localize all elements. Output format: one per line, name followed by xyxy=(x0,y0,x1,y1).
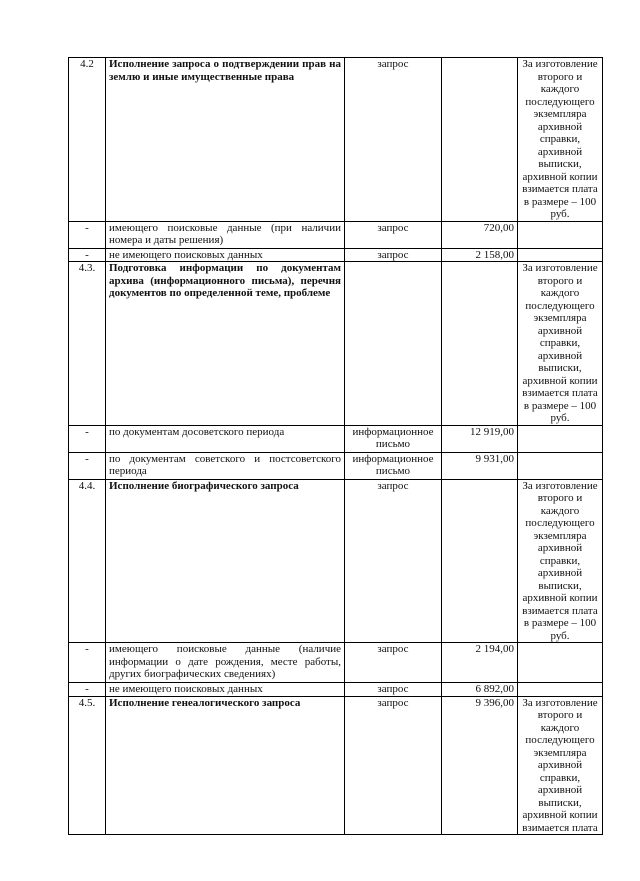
table-row xyxy=(69,221,603,248)
item-note: За изготовление второго и каждого последующего экземпляра архивной справки, архивной выписки, архивной копии взимается плата xyxy=(518,696,603,835)
item-number: - xyxy=(69,221,106,248)
item-number: - xyxy=(69,248,106,262)
item-price xyxy=(442,479,518,643)
table-row xyxy=(69,425,603,452)
table-row xyxy=(69,262,603,426)
item-unit: информационное письмо xyxy=(345,452,442,479)
item-description: не имеющего поисковых данных xyxy=(106,683,345,697)
item-number: - xyxy=(69,643,106,683)
item-number: 4.3. xyxy=(69,262,106,426)
table-row xyxy=(69,683,603,697)
item-unit: запрос xyxy=(345,221,442,248)
item-price: 9 931,00 xyxy=(442,452,518,479)
item-price: 12 919,00 xyxy=(442,425,518,452)
item-number: - xyxy=(69,425,106,452)
item-price xyxy=(442,58,518,222)
table-row xyxy=(69,58,603,222)
table-row xyxy=(69,248,603,262)
item-description: Подготовка информации по документам архива (информационного письма), перечня документов по определенной теме, проблеме xyxy=(106,262,345,426)
item-number: 4.5. xyxy=(69,696,106,835)
item-note xyxy=(518,248,603,262)
item-description: по документам досоветского периода xyxy=(106,425,345,452)
item-unit: информационное письмо xyxy=(345,425,442,452)
item-note xyxy=(518,425,603,452)
item-description: Исполнение запроса о подтверждении прав на землю и иные имущественные права xyxy=(106,58,345,222)
item-note xyxy=(518,452,603,479)
item-price: 2 158,00 xyxy=(442,248,518,262)
item-description: Исполнение биографического запроса xyxy=(106,479,345,643)
item-unit: запрос xyxy=(345,248,442,262)
item-unit: запрос xyxy=(345,696,442,835)
table-row xyxy=(69,479,603,643)
item-note: За изготовление второго и каждого последующего экземпляра архивной справки, архивной выписки, архивной копии взимается плата в размере – 100 руб. xyxy=(518,479,603,643)
table-row xyxy=(69,452,603,479)
item-description: Исполнение генеалогического запроса xyxy=(106,696,345,835)
item-note: За изготовление второго и каждого последующего экземпляра архивной справки, архивной выписки, архивной копии взимается плата в размере – 100 руб. xyxy=(518,262,603,426)
price-table xyxy=(68,57,603,835)
table-row xyxy=(69,696,603,835)
item-price: 720,00 xyxy=(442,221,518,248)
item-description: не имеющего поисковых данных xyxy=(106,248,345,262)
item-unit: запрос xyxy=(345,58,442,222)
item-price: 2 194,00 xyxy=(442,643,518,683)
item-description: имеющего поисковые данные (при наличии номера и даты решения) xyxy=(106,221,345,248)
item-unit: запрос xyxy=(345,683,442,697)
item-price xyxy=(442,262,518,426)
item-description: имеющего поисковые данные (наличие информации о дате рождения, месте работы, других биографических сведениях) xyxy=(106,643,345,683)
item-price: 9 396,00 xyxy=(442,696,518,835)
item-number: 4.2 xyxy=(69,58,106,222)
item-unit: запрос xyxy=(345,479,442,643)
item-unit: запрос xyxy=(345,643,442,683)
item-number: - xyxy=(69,683,106,697)
item-note xyxy=(518,643,603,683)
price-table-body xyxy=(69,58,603,835)
item-note xyxy=(518,221,603,248)
item-description: по документам советского и постсоветского периода xyxy=(106,452,345,479)
table-row xyxy=(69,643,603,683)
item-note: За изготовление второго и каждого последующего экземпляра архивной справки, архивной выписки, архивной копии взимается плата в размере – 100 руб. xyxy=(518,58,603,222)
item-unit xyxy=(345,262,442,426)
item-number: - xyxy=(69,452,106,479)
item-price: 6 892,00 xyxy=(442,683,518,697)
item-note xyxy=(518,683,603,697)
item-number: 4.4. xyxy=(69,479,106,643)
